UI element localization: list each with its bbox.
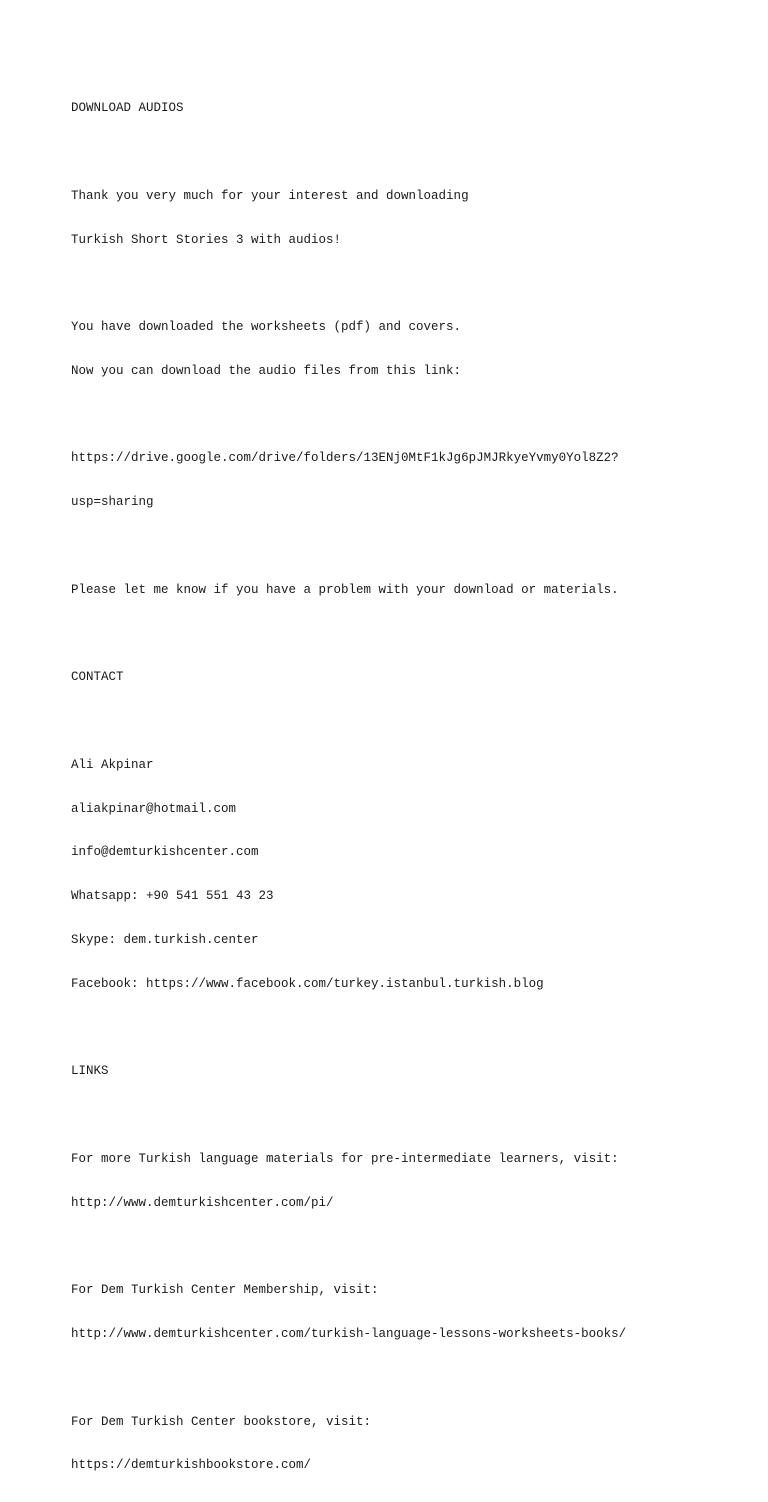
info-line-2: Now you can download the audio files from this link:: [71, 363, 462, 378]
bookstore-text: For Dem Turkish Center bookstore, visit:: [71, 1414, 372, 1429]
drive-link-line-2[interactable]: usp=sharing: [71, 495, 154, 510]
problem-paragraph: [71, 554, 768, 627]
download-heading-block: [71, 72, 768, 145]
materials-url[interactable]: http://www.demturkishcenter.com/pi/: [71, 1195, 334, 1210]
contact-details: [71, 729, 768, 1021]
thanks-line-1: Thank you very much for your interest and downloading: [71, 188, 469, 203]
contact-email-info[interactable]: info@demturkishcenter.com: [71, 845, 259, 860]
download-heading: DOWNLOAD AUDIOS: [71, 101, 184, 116]
drive-link-paragraph: [71, 422, 768, 539]
contact-heading-block: [71, 641, 768, 714]
contact-name: Ali Akpinar: [71, 757, 154, 772]
contact-email-hotmail[interactable]: aliakpinar@hotmail.com: [71, 801, 237, 816]
links-heading: LINKS: [71, 1064, 109, 1079]
membership-link-paragraph: [71, 1254, 768, 1371]
contact-skype: Skype: dem.turkish.center: [71, 933, 259, 948]
info-paragraph: [71, 291, 768, 408]
contact-whatsapp: Whatsapp: +90 541 551 43 23: [71, 889, 274, 904]
thanks-line-2: Turkish Short Stories 3 with audios!: [71, 232, 342, 247]
materials-text: For more Turkish language materials for pre-intermediate learners, visit:: [71, 1151, 619, 1166]
bookstore-link-paragraph: [71, 1385, 768, 1502]
membership-text: For Dem Turkish Center Membership, visit:: [71, 1283, 379, 1298]
membership-url[interactable]: http://www.demturkishcenter.com/turkish-language-lessons-worksheets-books/: [71, 1327, 627, 1342]
materials-link-paragraph: [71, 1123, 768, 1240]
contact-facebook[interactable]: Facebook: https://www.facebook.com/turkey.istanbul.turkish.blog: [71, 976, 544, 991]
problem-line: Please let me know if you have a problem with your download or materials.: [71, 582, 619, 597]
bookstore-url[interactable]: https://demturkishbookstore.com/: [71, 1458, 312, 1473]
drive-link-line-1[interactable]: https://drive.google.com/drive/folders/13ENj0MtF1kJg6pJMJRkyeYvmy0Yol8Z2?: [71, 451, 619, 466]
links-heading-block: [71, 1035, 768, 1108]
thanks-paragraph: [71, 160, 768, 277]
info-line-1: You have downloaded the worksheets (pdf) and covers.: [71, 320, 462, 335]
contact-heading: CONTACT: [71, 670, 124, 685]
